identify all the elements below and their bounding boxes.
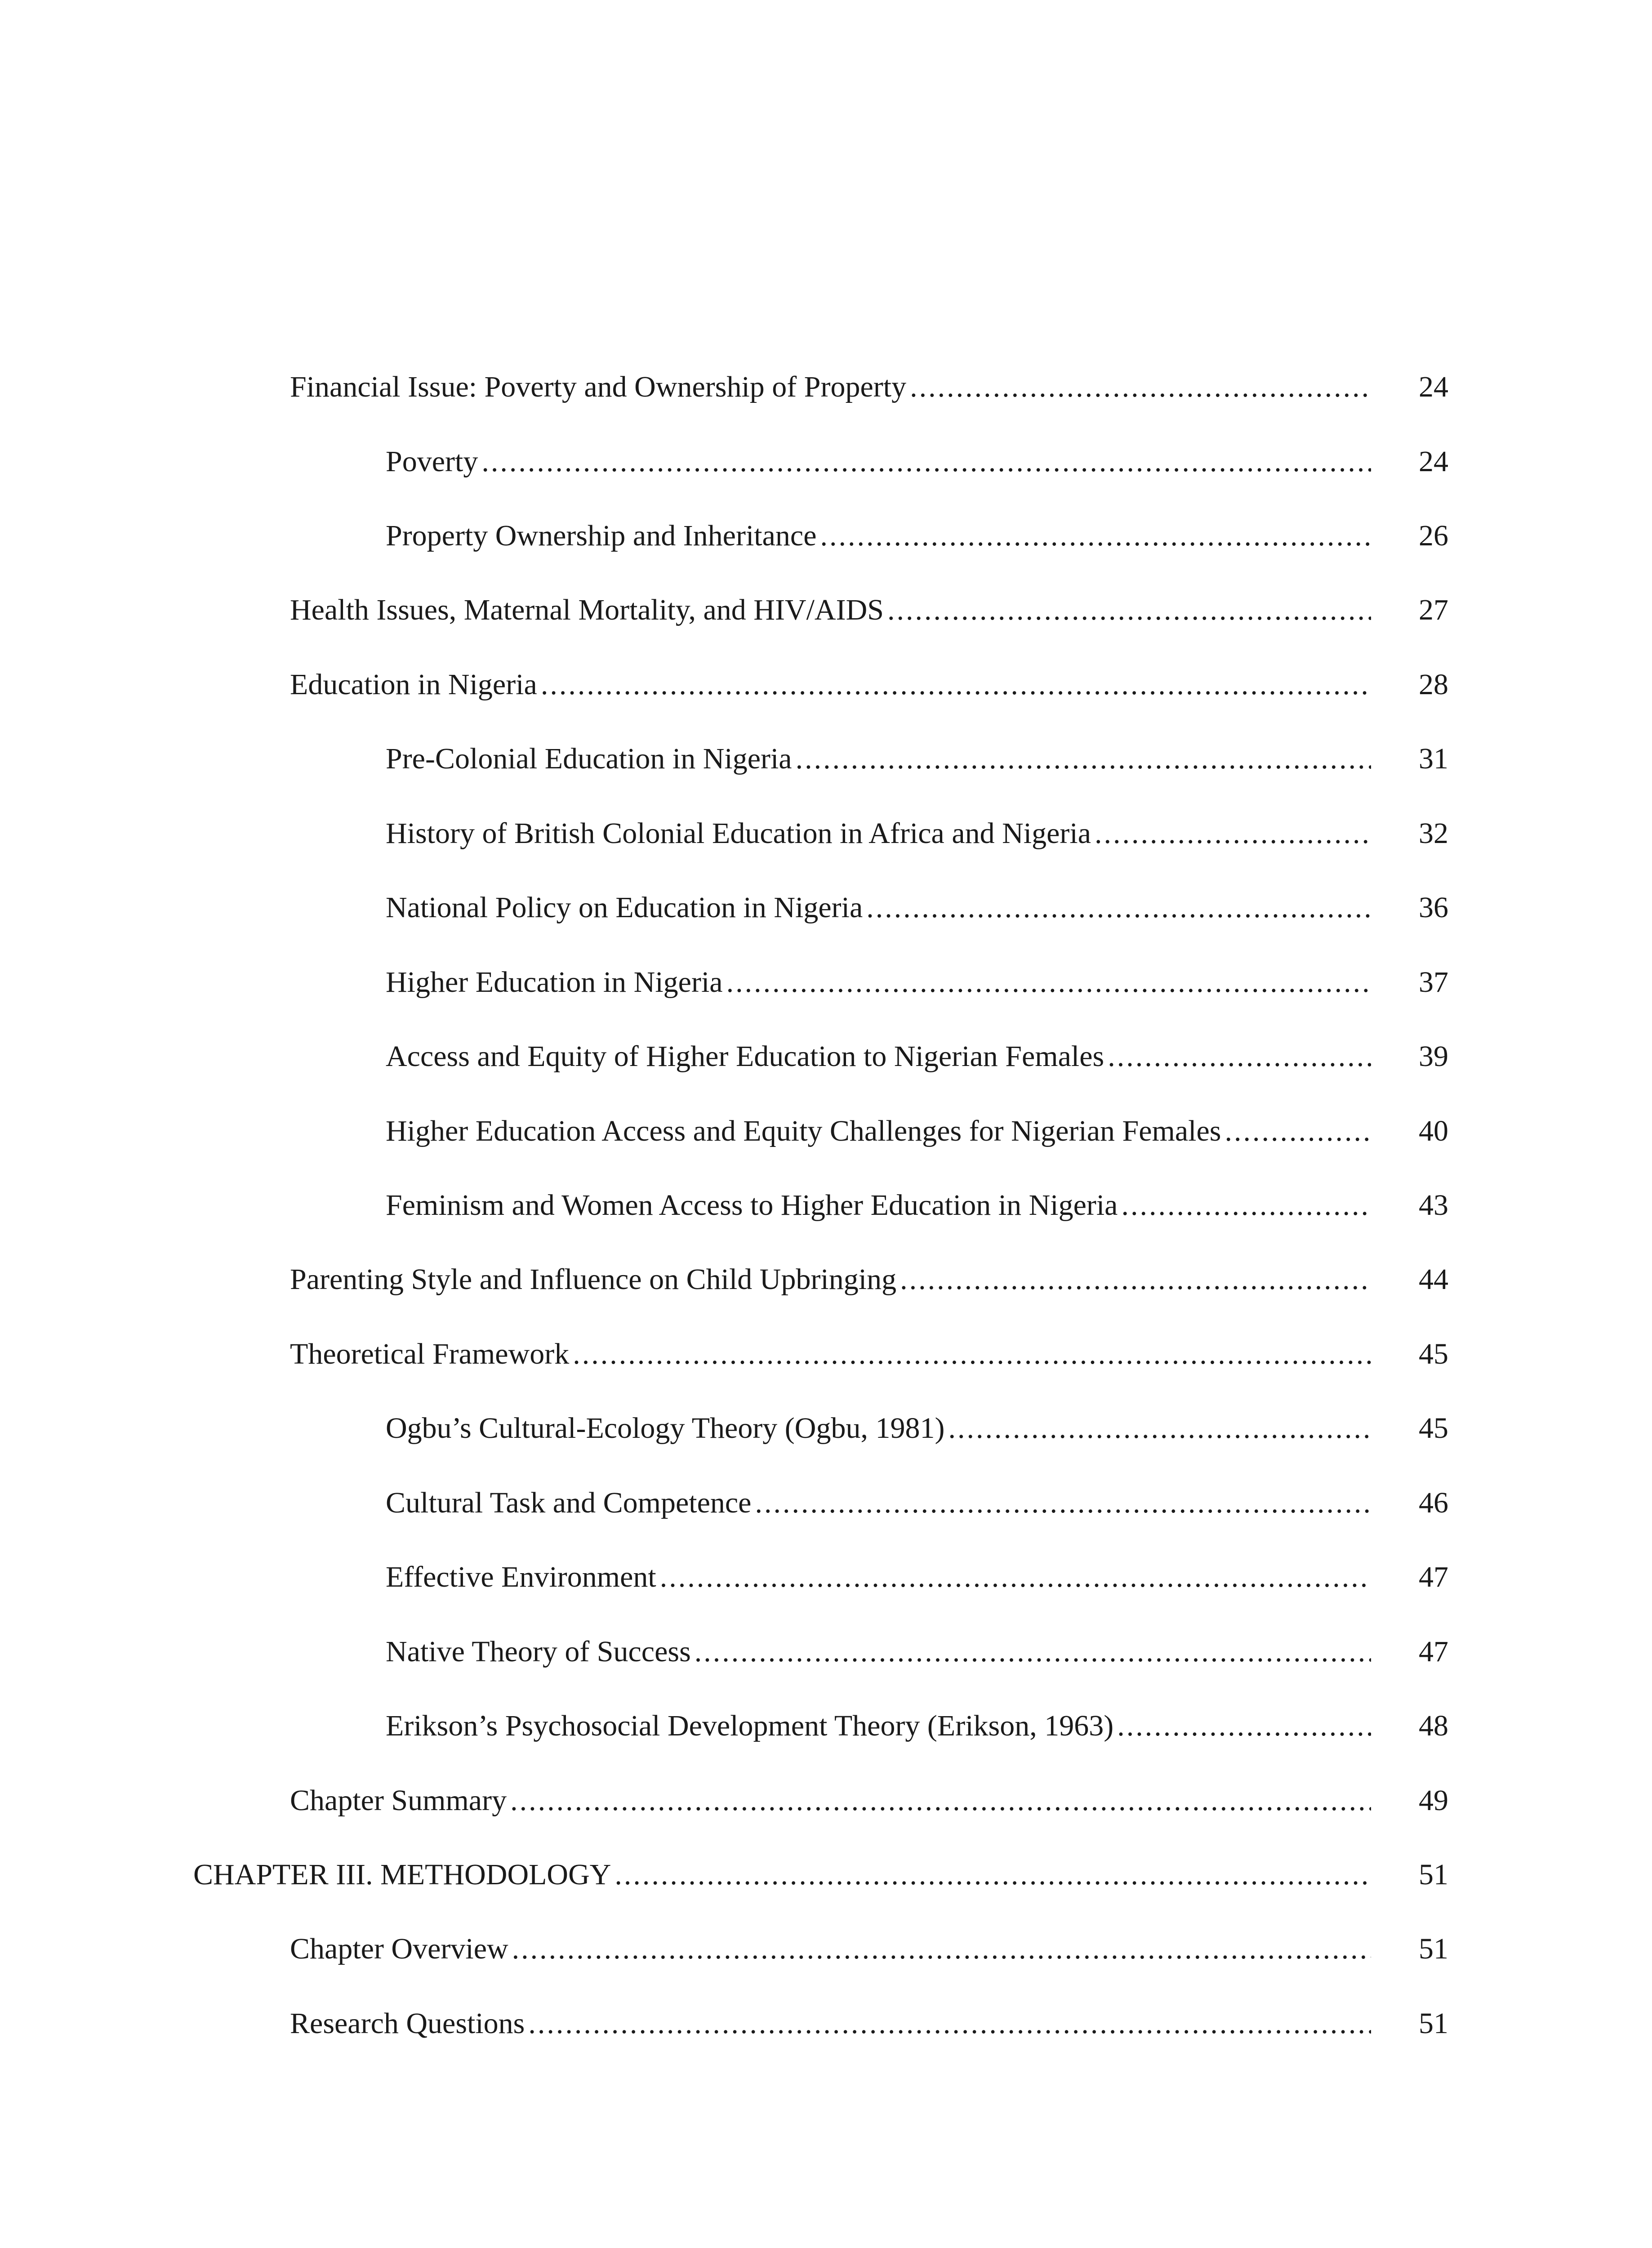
dot-leader — [614, 1846, 1371, 1904]
dot-leader — [1108, 1027, 1371, 1086]
toc-entry — [290, 358, 1371, 416]
toc-entry-title: Pre-Colonial Education in Nigeria — [386, 742, 792, 775]
toc-entry-title: Health Issues, Maternal Mortality, and HIV/AIDS — [290, 593, 884, 626]
toc-entry — [290, 1325, 1371, 1383]
toc-entry — [386, 1027, 1371, 1086]
toc-entry — [290, 1920, 1371, 1978]
dot-leader — [528, 1994, 1371, 2053]
toc-entry-page: 40 — [1419, 1115, 1448, 1147]
dot-leader — [948, 1399, 1371, 1458]
dot-leader — [1225, 1102, 1371, 1160]
toc-entry-title: Higher Education in Nigeria — [386, 966, 723, 999]
toc-entry — [290, 1771, 1371, 1830]
toc-entry-title: CHAPTER III. METHODOLOGY — [193, 1858, 611, 1891]
dot-leader — [1121, 1176, 1371, 1235]
toc-entry-page: 32 — [1419, 817, 1448, 850]
toc-entry-title: Higher Education Access and Equity Challenges for Nigerian Females — [386, 1115, 1221, 1147]
toc-entry-page: 44 — [1419, 1263, 1448, 1296]
toc-entry-page: 51 — [1419, 2007, 1448, 2040]
toc-entry — [290, 1994, 1371, 2053]
toc-entry-page: 39 — [1419, 1040, 1448, 1073]
toc-entry-title: Poverty — [386, 445, 478, 478]
toc-entry-title: Access and Equity of Higher Education to Nigerian Females — [386, 1040, 1104, 1073]
dot-leader — [1095, 804, 1371, 863]
toc-entry — [386, 1697, 1371, 1755]
toc-entry-page: 48 — [1419, 1709, 1448, 1742]
dot-leader — [820, 507, 1371, 565]
toc-entry-page: 47 — [1419, 1561, 1448, 1593]
toc-entry — [386, 1623, 1371, 1681]
toc-entry-title: Erikson’s Psychosocial Development Theory (Erikson, 1963) — [386, 1709, 1114, 1742]
toc-entry-page: 24 — [1419, 370, 1448, 403]
toc-entry-title: Chapter Overview — [290, 1932, 508, 1965]
toc-entry-title: Financial Issue: Poverty and Ownership of Property — [290, 370, 907, 403]
toc-entry-title: Parenting Style and Influence on Child Upbringing — [290, 1263, 897, 1296]
toc-entry — [386, 953, 1371, 1012]
toc-entry-page: 37 — [1419, 966, 1448, 999]
toc-entry — [290, 581, 1371, 639]
toc-entry-title: Research Questions — [290, 2007, 525, 2040]
toc-entry-page: 47 — [1419, 1635, 1448, 1668]
dot-leader — [900, 1250, 1371, 1309]
dot-leader — [573, 1325, 1371, 1383]
toc-entry-title: Cultural Task and Competence — [386, 1486, 752, 1519]
dot-leader — [695, 1623, 1371, 1681]
toc-entry-page: 46 — [1419, 1486, 1448, 1519]
toc-entry — [386, 730, 1371, 788]
toc-entry-title: Theoretical Framework — [290, 1338, 570, 1370]
dot-leader — [726, 953, 1371, 1012]
toc-entry — [386, 1399, 1371, 1458]
toc-entry-page: 26 — [1419, 519, 1448, 552]
toc-entry — [290, 656, 1371, 714]
toc-entry-page: 27 — [1419, 593, 1448, 626]
toc-entry — [386, 1474, 1371, 1532]
toc-entry-page: 49 — [1419, 1784, 1448, 1817]
toc-entry — [386, 507, 1371, 565]
dot-leader — [481, 433, 1371, 491]
toc-entry — [290, 1250, 1371, 1309]
toc-entry-page: 45 — [1419, 1412, 1448, 1445]
dot-leader — [910, 358, 1371, 416]
toc-entry-title: Native Theory of Success — [386, 1635, 691, 1668]
toc-entry — [193, 1846, 1371, 1904]
toc-entry-title: National Policy on Education in Nigeria — [386, 891, 863, 924]
dot-leader — [510, 1771, 1371, 1830]
toc-entry-page: 43 — [1419, 1189, 1448, 1222]
toc-entry — [386, 433, 1371, 491]
toc-entry-title: Chapter Summary — [290, 1784, 507, 1817]
dot-leader — [660, 1548, 1371, 1606]
toc-entry — [386, 804, 1371, 863]
dot-leader — [887, 581, 1371, 639]
toc-entry-title: History of British Colonial Education in Africa and Nigeria — [386, 817, 1091, 850]
toc-entry-page: 36 — [1419, 891, 1448, 924]
toc-entry — [386, 1548, 1371, 1606]
toc-entry — [386, 1102, 1371, 1160]
dot-leader — [796, 730, 1371, 788]
toc-entry-page: 28 — [1419, 668, 1448, 701]
toc-entry-title: Property Ownership and Inheritance — [386, 519, 817, 552]
toc-entry-title: Ogbu’s Cultural-Ecology Theory (Ogbu, 1981) — [386, 1412, 945, 1445]
dot-leader — [755, 1474, 1371, 1532]
toc-entry-page: 24 — [1419, 445, 1448, 478]
toc-entry — [386, 1176, 1371, 1235]
dot-leader — [541, 656, 1371, 714]
dot-leader — [1117, 1697, 1371, 1755]
toc-entry-page: 51 — [1419, 1932, 1448, 1965]
dot-leader — [866, 879, 1371, 937]
toc-entry — [386, 879, 1371, 937]
toc-entry-page: 51 — [1419, 1858, 1448, 1891]
toc-entry-page: 45 — [1419, 1338, 1448, 1370]
dot-leader — [512, 1920, 1371, 1978]
toc-entry-title: Feminism and Women Access to Higher Education in Nigeria — [386, 1189, 1118, 1222]
toc-entry-title: Education in Nigeria — [290, 668, 537, 701]
toc-entry-title: Effective Environment — [386, 1561, 656, 1593]
toc-entry-page: 31 — [1419, 742, 1448, 775]
